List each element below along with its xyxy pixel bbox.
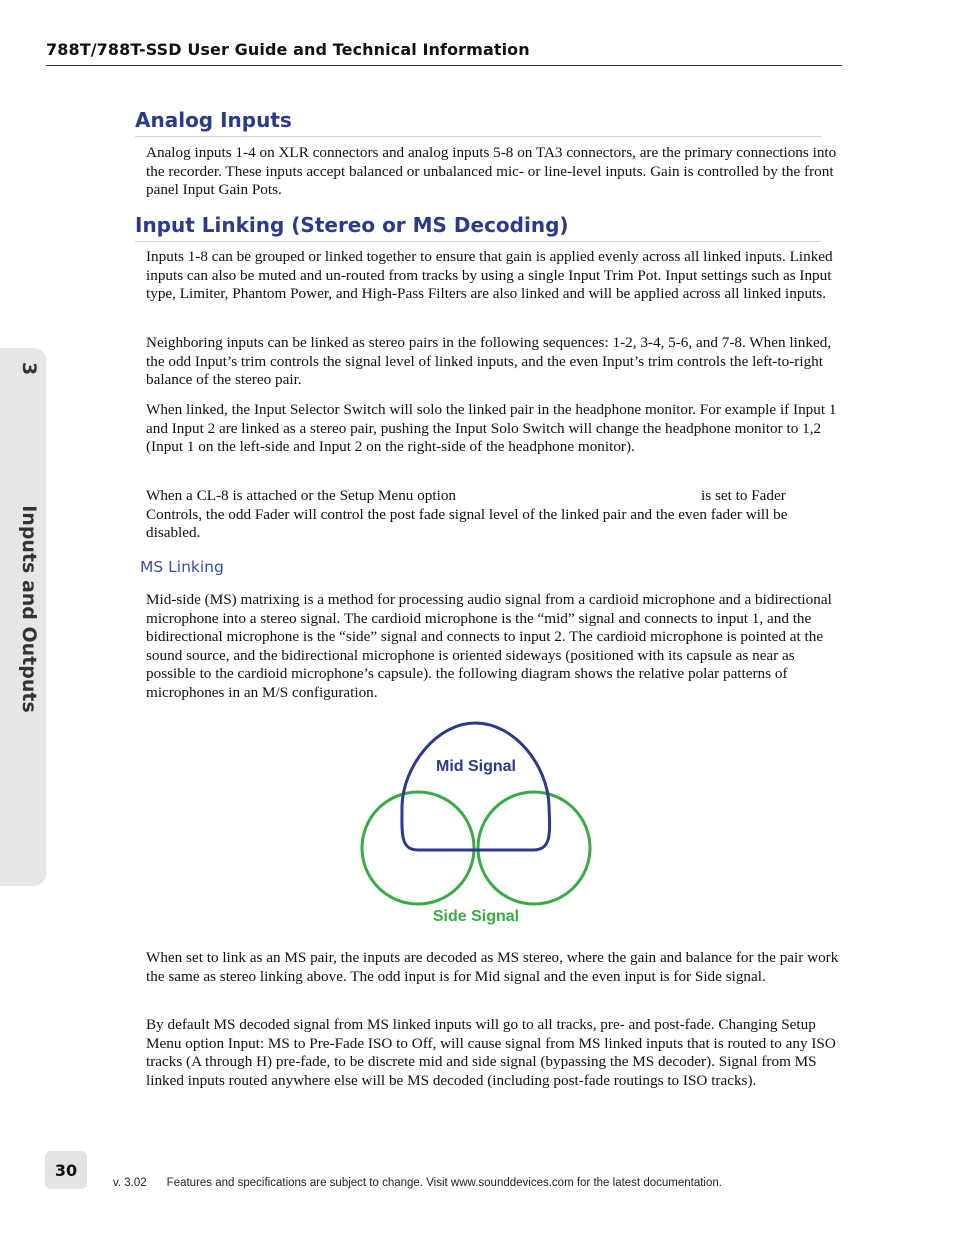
chapter-number: 3 bbox=[18, 362, 40, 376]
paragraph: When set to link as an MS pair, the inputs are decoded as MS stereo, where the gain and balance for the pair work the same as stereo linking above. The odd input is for Mid signal and the even input is for Side signal. bbox=[146, 949, 839, 985]
ms-polar-diagram bbox=[355, 718, 600, 928]
paragraph: Analog inputs 1-4 on XLR connectors and analog inputs 5-8 on TA3 connectors, are the primary connections into the recorder. These inputs accept balanced or unbalanced mic- or line-level inputs. Gain is controlled by the front panel Input Gain Pots. bbox=[146, 144, 837, 199]
page-number-badge: 30 bbox=[45, 1151, 87, 1189]
heading-analog-inputs: Analog Inputs bbox=[135, 108, 292, 132]
document-title: 788T/788T-SSD User Guide and Technical Information bbox=[46, 40, 530, 59]
paragraph-text: is set to Fader Controls, the odd Fader will control the post fade signal level of the linked pair and the even fader will be disabled. bbox=[146, 487, 788, 542]
footer bbox=[113, 1177, 722, 1189]
side-lobe-left bbox=[362, 792, 474, 904]
paragraph-text: When a CL-8 is attached or the Setup Menu option bbox=[146, 487, 457, 504]
mid-signal-label: Mid Signal bbox=[436, 758, 516, 775]
heading-divider bbox=[135, 136, 821, 137]
paragraph: When linked, the Input Selector Switch will solo the linked pair in the headphone monitor. For example if Input 1 and Input 2 are linked as a stereo pair, pushing the Input Solo Switch will change the headphone monitor to 1,2 (Input 1 on the left-side and Input 2 on the right-side of the headphone monitor). bbox=[146, 401, 837, 456]
chapter-title: Inputs and Outputs bbox=[18, 505, 40, 713]
side-signal-label: Side Signal bbox=[432, 908, 520, 925]
side-lobe-right bbox=[478, 792, 590, 904]
paragraph: By default MS decoded signal from MS linked inputs will go to all tracks, pre- and post-fade. Changing Setup Menu option Input: MS to Pre-Fade ISO to Off, will cause signal from MS linked inputs that is routed to any ISO tracks (A through H) pre-fade, to be discrete mid and side signal (bypassing the MS decoder). Signal from MS linked inputs routed anywhere else will be MS decoded (including post-fade routings to ISO tracks). bbox=[146, 1016, 836, 1089]
paragraph: Mid-side (MS) matrixing is a method for processing audio signal from a cardioid microphone and a bidirectional microphone into a stereo signal. The cardioid microphone is the “mid” signal and connects to input 1, and the bidirectional microphone is the “side” signal and connects to input 2. The cardioid microphone is pointed at the sound source, and the bidirectional microphone is oriented sideways (positioned with its capsule as near as possible to the cardioid microphone’s capsule). the following diagram shows the relative polar patterns of microphones in an M/S configuration. bbox=[146, 591, 832, 701]
version-label: v. 3.02 bbox=[113, 1177, 147, 1189]
heading-divider bbox=[135, 241, 821, 242]
subheading-ms-linking: MS Linking bbox=[140, 558, 224, 576]
heading-input-linking: Input Linking (Stereo or MS Decoding) bbox=[135, 213, 569, 237]
chapter-label bbox=[4, 362, 40, 742]
header-divider bbox=[46, 65, 842, 66]
paragraph bbox=[146, 487, 842, 543]
mid-cardioid-lobe bbox=[402, 723, 550, 850]
footer-notice: Features and specifications are subject to change. Visit www.sounddevices.com for the latest documentation. bbox=[166, 1177, 722, 1189]
paragraph: Neighboring inputs can be linked as stereo pairs in the following sequences: 1-2, 3-4, 5-6, and 7-8. When linked, the odd Input’s trim controls the signal level of linked inputs, and the even Input’s trim controls the left-to-right balance of the stereo pair. bbox=[146, 334, 832, 389]
paragraph: Inputs 1-8 can be grouped or linked together to ensure that gain is applied evenly across all linked inputs. Linked inputs can also be muted and un-routed from tracks by using a single Input Trim Pot. Input settings such as Input type, Limiter, Phantom Power, and High-Pass Filters are also linked and will be applied across all linked inputs. bbox=[146, 248, 833, 303]
